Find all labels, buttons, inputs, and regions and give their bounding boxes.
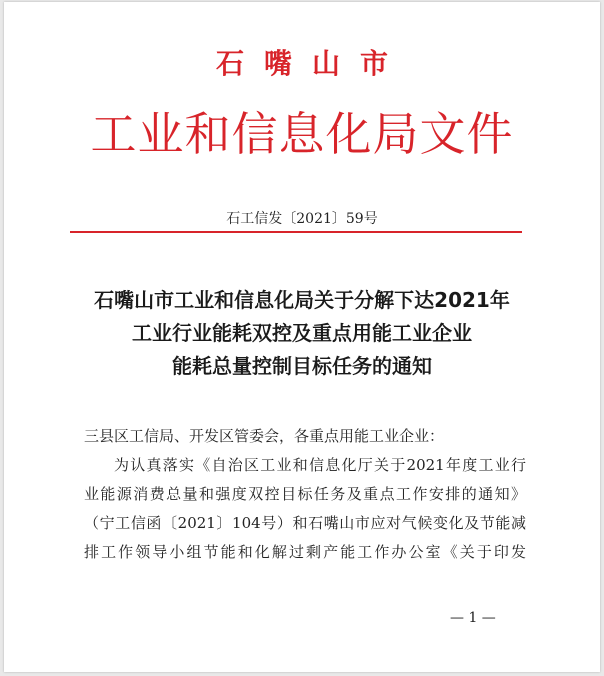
red-divider-line (70, 231, 522, 233)
document-header-title: 工业和信息化局文件 (90, 107, 514, 161)
notice-title-line: 能耗总量控制目标任务的通知 (172, 354, 432, 378)
body-line: 业能源消费总量和强度双控目标任务及重点工作安排的通知》 (84, 485, 526, 503)
document-page (4, 2, 600, 672)
notice-body (84, 422, 526, 567)
notice-title (44, 284, 560, 383)
salutation: 三县区工信局、开发区管委会，各重点用能工业企业： (84, 427, 445, 445)
page-number: — 1 — (450, 610, 496, 626)
body-line: （宁工信函〔2021〕104号）和石嘴山市应对气候变化及节能减 (84, 514, 526, 532)
document-number: 石工信发〔2021〕59号 (226, 211, 378, 227)
notice-title-line: 工业行业能耗双控及重点用能工业企业 (132, 321, 472, 345)
body-line: 为认真落实《自治区工业和信息化厅关于2021年度工业行 (114, 456, 526, 474)
body-line: 排工作领导小组节能和化解过剩产能工作办公室《关于印发 (84, 543, 526, 561)
notice-title-line: 石嘴山市工业和信息化局关于分解下达2021年 (94, 288, 510, 312)
issuing-organization: 石嘴山市 (215, 47, 408, 80)
